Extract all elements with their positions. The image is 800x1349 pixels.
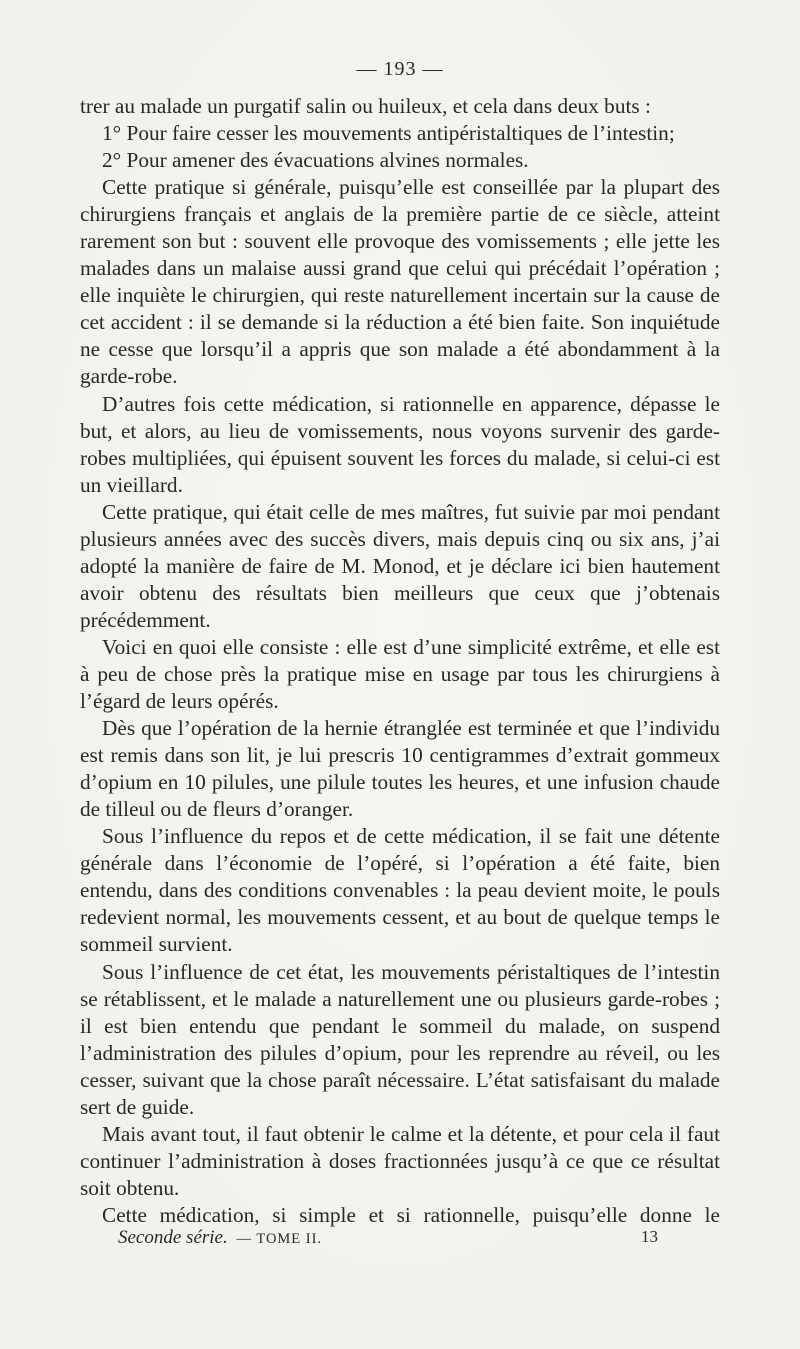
paragraph: trer au malade un purgatif salin ou huileux, et cela dans deux buts :	[80, 94, 651, 118]
footer-tome: — TOME II.	[236, 1231, 323, 1247]
paragraph: Voici en quoi elle consiste : elle est d’une simplicité extrême, et elle est à peu de chose près la pratique mise en usage par tous les chirurgiens à l’égard de leurs opérés.	[80, 634, 720, 714]
footer-signature-mark: 13	[641, 1227, 658, 1246]
paragraph: 2° Pour amener des évacuations alvines normales.	[102, 148, 529, 173]
paragraph: Sous l’influence du repos et de cette médication, il se fait une détente générale dans l’économie de l’opéré, si l’opération a été faite, bien entendu, dans des conditions convenables : la peau devient moite, le pouls redevient normal, les mouvements cessent, et au bout de quelque temps le sommeil survient.	[80, 824, 720, 957]
paragraph: Dès que l’opération de la hernie étranglée est terminée et que l’individu est remis dans son lit, je lui prescris 10 centigrammes d’extrait gommeux d’opium en 10 pilules, une pilule toutes les heures, et une infusion chaude de tilleul ou de fleurs d’oranger.	[80, 716, 720, 822]
paragraph: Cette médication, si simple et si rationnelle, puisqu’elle donne le	[102, 1202, 720, 1227]
page-footer	[118, 1227, 658, 1249]
page-number: — 193 —	[356, 58, 444, 80]
paragraph: Mais avant tout, il faut obtenir le calme et la détente, et pour cela il faut continuer l’administration à doses fractionnées jusqu’à ce que ce résultat soit obtenu.	[80, 1121, 720, 1200]
paragraph: Cette pratique si générale, puisqu’elle est conseillée par la plupart des chirurgiens français et anglais de la première partie de ce siècle, atteint rarement son but : souvent elle provoque des vomissements ; elle jette les malades dans un malaise aussi grand que celui qui précédait l’opération ; elle inquiète le chirurgien, qui reste naturellement incertain sur la cause de cet accident : il se demande si la réduction a été bien faite. Son inquiétude ne cesse que lorsqu’il a appris que son malade a été abondamment à la garde-robe.	[80, 175, 720, 389]
footer-series: Seconde série.	[118, 1227, 228, 1248]
paragraph: D’autres fois cette médication, si rationnelle en apparence, dépasse le but, et alors, au lieu de vomissements, nous voyons survenir des garde-robes multipliées, qui épuisent souvent les forces du malade, si celui-ci est un vieillard.	[80, 391, 720, 497]
body-text	[80, 93, 720, 1229]
paragraph: Sous l’influence de cet état, les mouvements péristaltiques de l’intestin se rétablissent, et le malade a naturellement une ou plusieurs garde-robes ; il est bien entendu que pendant le sommeil du malade, on suspend l’administration des pilules d’opium, pour les reprendre au réveil, ou les cesser, suivant que la chose paraît nécessaire. L’état satisfaisant du malade sert de guide.	[80, 959, 720, 1119]
paragraph: 1° Pour faire cesser les mouvements antipéristaltiques de l’intestin;	[102, 121, 675, 146]
paragraph: Cette pratique, qui était celle de mes maîtres, fut suivie par moi pendant plusieurs années avec des succès divers, mais depuis cinq ou six ans, j’ai adopté la manière de faire de M. Monod, et je déclare ici bien hautement avoir obtenu des résultats bien meilleurs que ceux que j’obtenais précédemment.	[80, 499, 720, 632]
